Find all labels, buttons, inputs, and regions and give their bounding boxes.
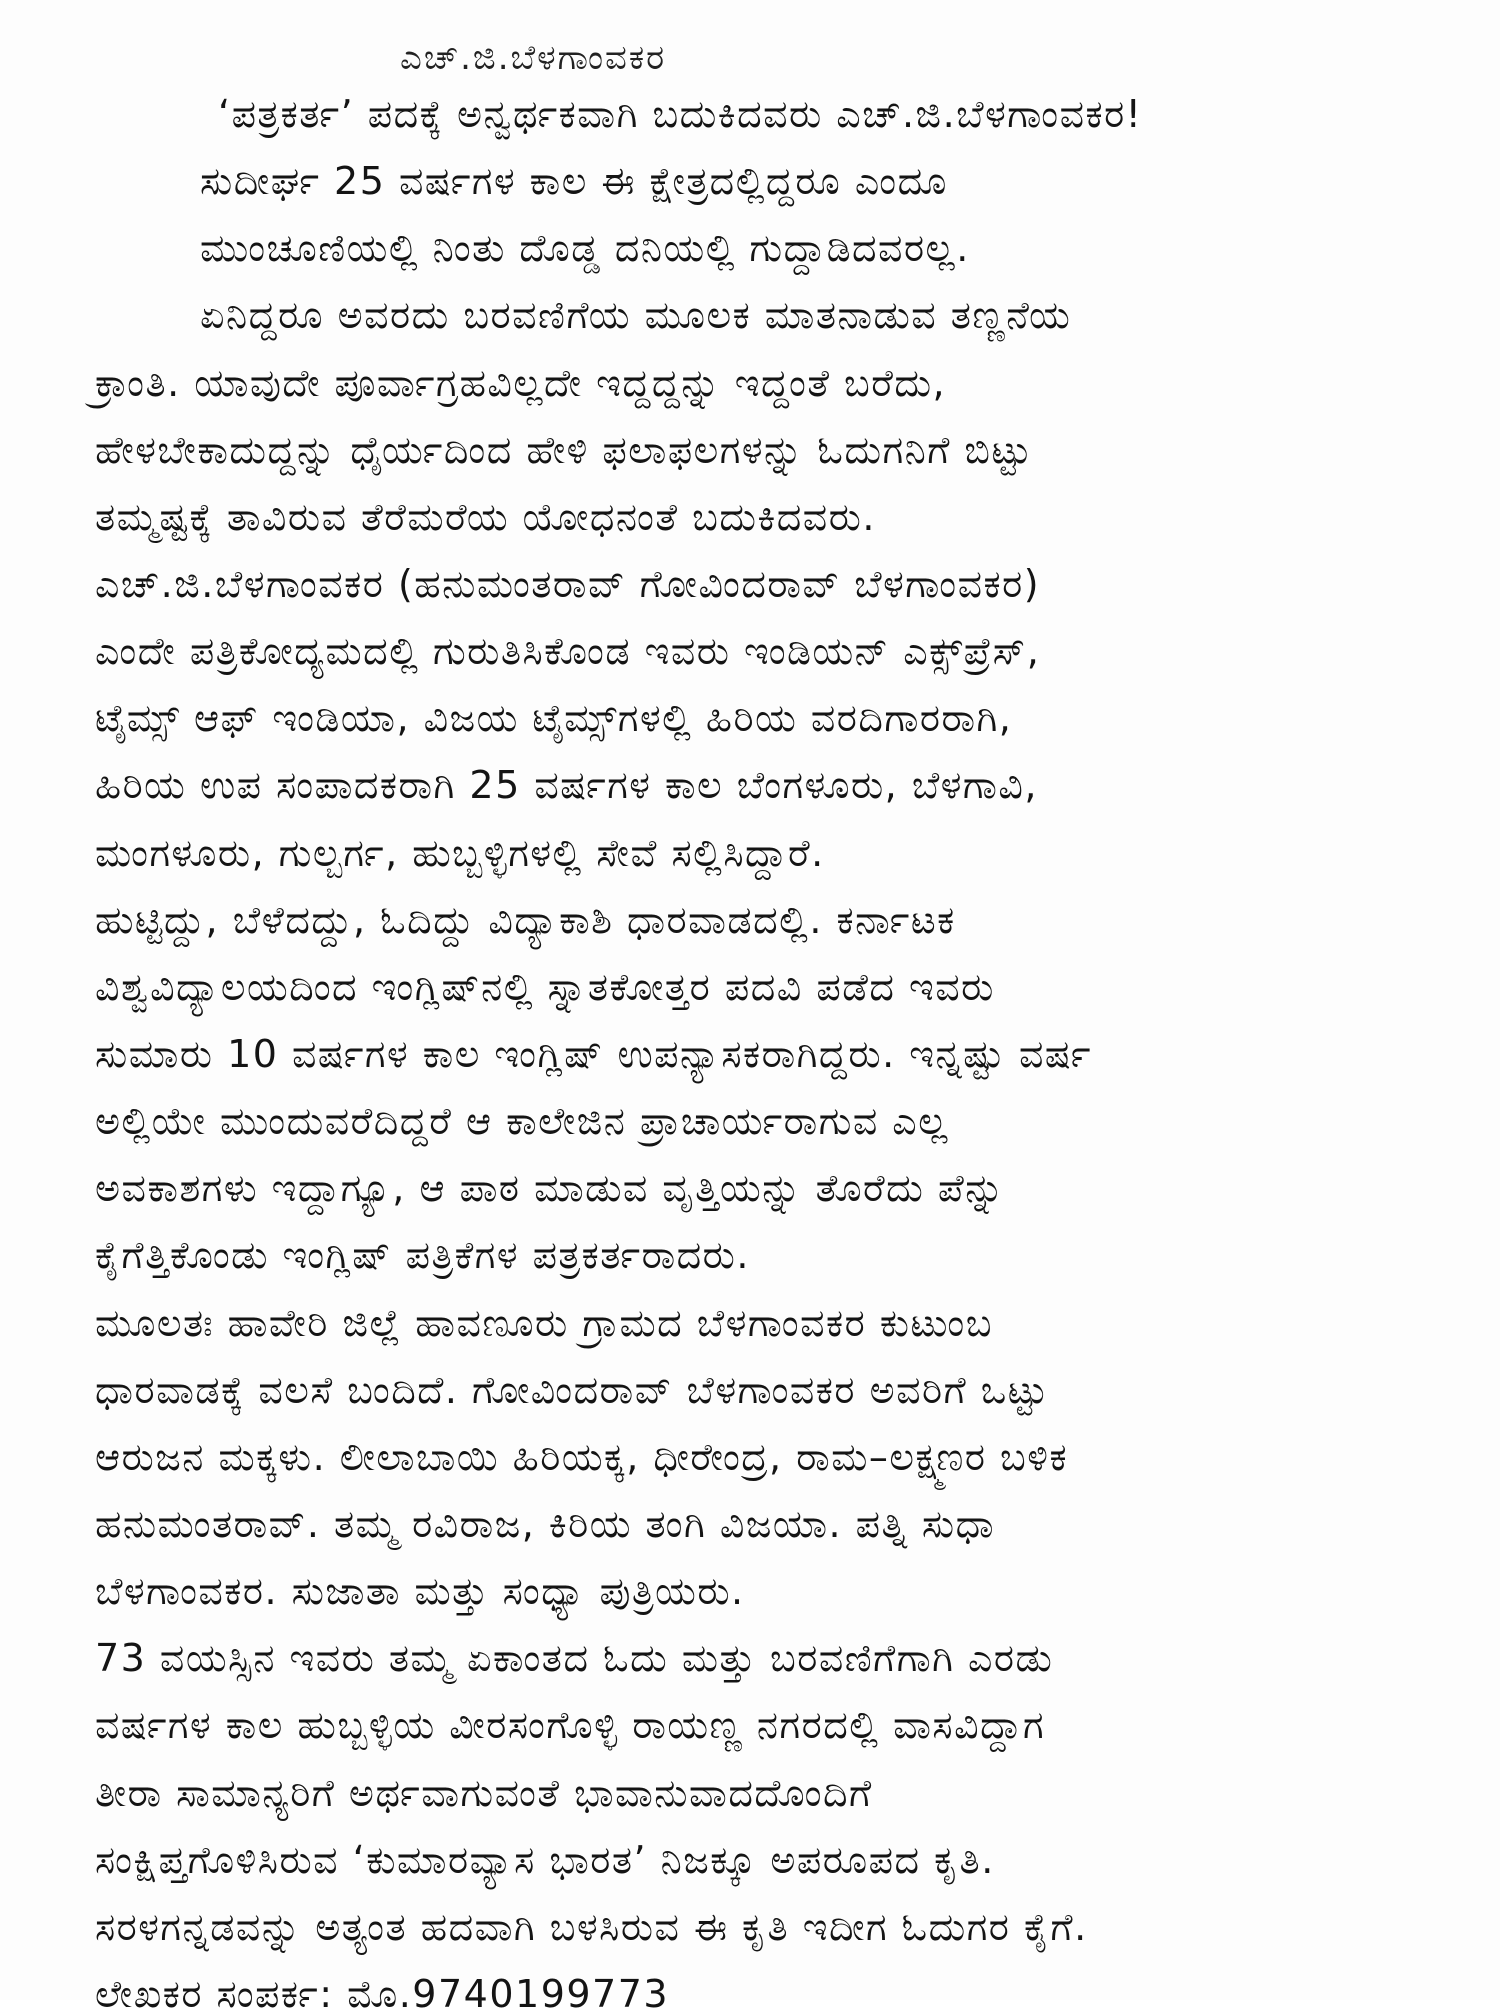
text-line: ಕ್ರಾಂತಿ. ಯಾವುದೇ ಪೂರ್ವಾಗ್ರಹವಿಲ್ಲದೇ ಇದ್ದದ್ದನ್ನು ಇದ್ದಂತೆ ಬರೆದು, <box>95 360 947 405</box>
text-line: ಸುಮಾರು 10 ವರ್ಷಗಳ ಕಾಲ ಇಂಗ್ಲಿಷ್ ಉಪನ್ಯಾಸಕರಾಗಿದ್ದರು. ಇನ್ನಷ್ಟು ವರ್ಷ <box>95 1032 1092 1076</box>
text-line: ತಮ್ಮಷ್ಟಕ್ಕೆ ತಾವಿರುವ ತೆರೆಮರೆಯ ಯೋಧನಂತೆ ಬದುಕಿದವರು. <box>95 494 876 539</box>
text-line: ವರ್ಷಗಳ ಕಾಲ ಹುಬ್ಬಳ್ಳಿಯ ವೀರಸಂಗೊಳ್ಳಿ ರಾಯಣ್ಣ ನಗರದಲ್ಲಿ ವಾಸವಿದ್ದಾಗ <box>95 1703 1046 1748</box>
text-line: ಧಾರವಾಡಕ್ಕೆ ವಲಸೆ ಬಂದಿದೆ. ಗೋವಿಂದರಾವ್ ಬೆಳಗಾಂವಕರ ಅವರಿಗೆ ಒಟ್ಟು <box>95 1367 1049 1412</box>
text-line: ಟೈಮ್ಸ್ ಆಫ್ ಇಂಡಿಯಾ, ವಿಜಯ ಟೈಮ್ಸ್‌ಗಳಲ್ಲಿ ಹಿರಿಯ ವರದಿಗಾರರಾಗಿ, <box>95 696 1013 741</box>
text-line: ಹೇಳಬೇಕಾದುದ್ದನ್ನು ಧೈರ್ಯದಿಂದ ಹೇಳಿ ಫಲಾಫಲಗಳನ್ನು ಓದುಗನಿಗೆ ಬಿಟ್ಟು <box>95 427 1033 472</box>
text-line: ಸರಳಗನ್ನಡವನ್ನು ಅತ್ಯಂತ ಹದವಾಗಿ ಬಳಸಿರುವ ಈ ಕೃತಿ ಇದೀಗ ಓದುಗರ ಕೈಗೆ. <box>95 1904 1088 1949</box>
text-line: ಎಚ್.ಜಿ.ಬೆಳಗಾಂವಕರ (ಹನುಮಂತರಾವ್ ಗೋವಿಂದರಾವ್ ಬೆಳಗಾಂವಕರ) <box>95 562 1041 606</box>
text-line: ಹುಟ್ಟಿದ್ದು, ಬೆಳೆದದ್ದು, ಓದಿದ್ದು ವಿದ್ಯಾಕಾಶಿ ಧಾರವಾಡದಲ್ಲಿ. ಕರ್ನಾಟಕ <box>95 897 956 942</box>
text-line: ಸುದೀರ್ಘ 25 ವರ್ಷಗಳ ಕಾಲ ಈ ಕ್ಷೇತ್ರದಲ್ಲಿದ್ದರೂ ಎಂದೂ <box>200 159 948 204</box>
text-line: ಏನಿದ್ದರೂ ಅವರದು ಬರವಣಿಗೆಯ ಮೂಲಕ ಮಾತನಾಡುವ ತಣ್ಣನೆಯ <box>200 293 1072 338</box>
text-line: ಹನುಮಂತರಾವ್. ತಮ್ಮ ರವಿರಾಜ, ಕಿರಿಯ ತಂಗಿ ವಿಜಯಾ. ಪತ್ನಿ ಸುಧಾ <box>95 1502 996 1546</box>
text-line: ‘ಪತ್ರಕರ್ತ’ ಪದಕ್ಕೆ ಅನ್ವರ್ಥಕವಾಗಿ ಬದುಕಿದವರು ಎಚ್.ಜಿ.ಬೆಳಗಾಂವಕರ! <box>218 92 1143 136</box>
text-line: ಮುಂಚೂಣಿಯಲ್ಲಿ ನಿಂತು ದೊಡ್ಡ ದನಿಯಲ್ಲಿ ಗುದ್ದಾಡಿದವರಲ್ಲ. <box>200 226 970 271</box>
text-line: ಎಂದೇ ಪತ್ರಿಕೋದ್ಯಮದಲ್ಲಿ ಗುರುತಿಸಿಕೊಂಡ ಇವರು ಇಂಡಿಯನ್ ಎಕ್ಸ್‌ಪ್ರೆಸ್, <box>95 629 1041 674</box>
text-line: ಮೂಲತಃ ಹಾವೇರಿ ಜಿಲ್ಲೆ ಹಾವಣೂರು ಗ್ರಾಮದ ಬೆಳಗಾಂವಕರ ಕುಟುಂಬ <box>95 1300 993 1345</box>
text-line: ಬೆಳಗಾಂವಕರ. ಸುಜಾತಾ ಮತ್ತು ಸಂಧ್ಯಾ ಪುತ್ರಿಯರು. <box>95 1569 745 1614</box>
text-line: ಹಿರಿಯ ಉಪ ಸಂಪಾದಕರಾಗಿ 25 ವರ್ಷಗಳ ಕಾಲ ಬೆಂಗಳೂರು, ಬೆಳಗಾವಿ, <box>95 763 1038 808</box>
text-line: ಮಂಗಳೂರು, ಗುಲ್ಬರ್ಗ, ಹುಬ್ಬಳ್ಳಿಗಳಲ್ಲಿ ಸೇವೆ ಸಲ್ಲಿಸಿದ್ದಾರೆ. <box>95 830 825 875</box>
document-title: ಎಚ್.ಜಿ.ಬೆಳಗಾಂವಕರ <box>400 38 667 78</box>
text-line: ತೀರಾ ಸಾಮಾನ್ಯರಿಗೆ ಅರ್ಥವಾಗುವಂತೆ ಭಾವಾನುವಾದದೊಂದಿಗೆ <box>95 1770 873 1815</box>
text-line: ಆರುಜನ ಮಕ್ಕಳು. ಲೀಲಾಬಾಯಿ ಹಿರಿಯಕ್ಕ, ಧೀರೇಂದ್ರ, ರಾಮ–ಲಕ್ಷ್ಮಣರ ಬಳಿಕ <box>95 1434 1069 1479</box>
text-line: ಲೇಖಕರ ಸಂಪರ್ಕ: ಮೊ.9740199773 <box>95 1972 670 2016</box>
text-line: ವಿಶ್ವವಿದ್ಯಾಲಯದಿಂದ ಇಂಗ್ಲಿಷ್‌ನಲ್ಲಿ ಸ್ನಾತಕೋತ್ತರ ಪದವಿ ಪಡೆದ ಇವರು <box>95 964 995 1009</box>
text-line: ಅಲ್ಲಿಯೇ ಮುಂದುವರೆದಿದ್ದರೆ ಆ ಕಾಲೇಜಿನ ಪ್ರಾಚಾರ್ಯರಾಗುವ ಎಲ್ಲ <box>95 1099 949 1144</box>
text-line: ಕೈಗೆತ್ತಿಕೊಂಡು ಇಂಗ್ಲಿಷ್ ಪತ್ರಿಕೆಗಳ ಪತ್ರಕರ್ತರಾದರು. <box>95 1233 750 1278</box>
text-line: ಸಂಕ್ಷಿಪ್ತಗೊಳಿಸಿರುವ ‘ಕುಮಾರವ್ಯಾಸ ಭಾರತ’ ನಿಜಕ್ಕೂ ಅಪರೂಪದ ಕೃತಿ. <box>95 1837 995 1882</box>
text-line: ಅವಕಾಶಗಳು ಇದ್ದಾಗ್ಯೂ, ಆ ಪಾಠ ಮಾಡುವ ವೃತ್ತಿಯನ್ನು ತೊರೆದು ಪೆನ್ನು <box>95 1166 1006 1211</box>
text-line: 73 ವಯಸ್ಸಿನ ಇವರು ತಮ್ಮ ಏಕಾಂತದ ಓದು ಮತ್ತು ಬರವಣಿಗೆಗಾಗಿ ಎರಡು <box>95 1636 1054 1681</box>
